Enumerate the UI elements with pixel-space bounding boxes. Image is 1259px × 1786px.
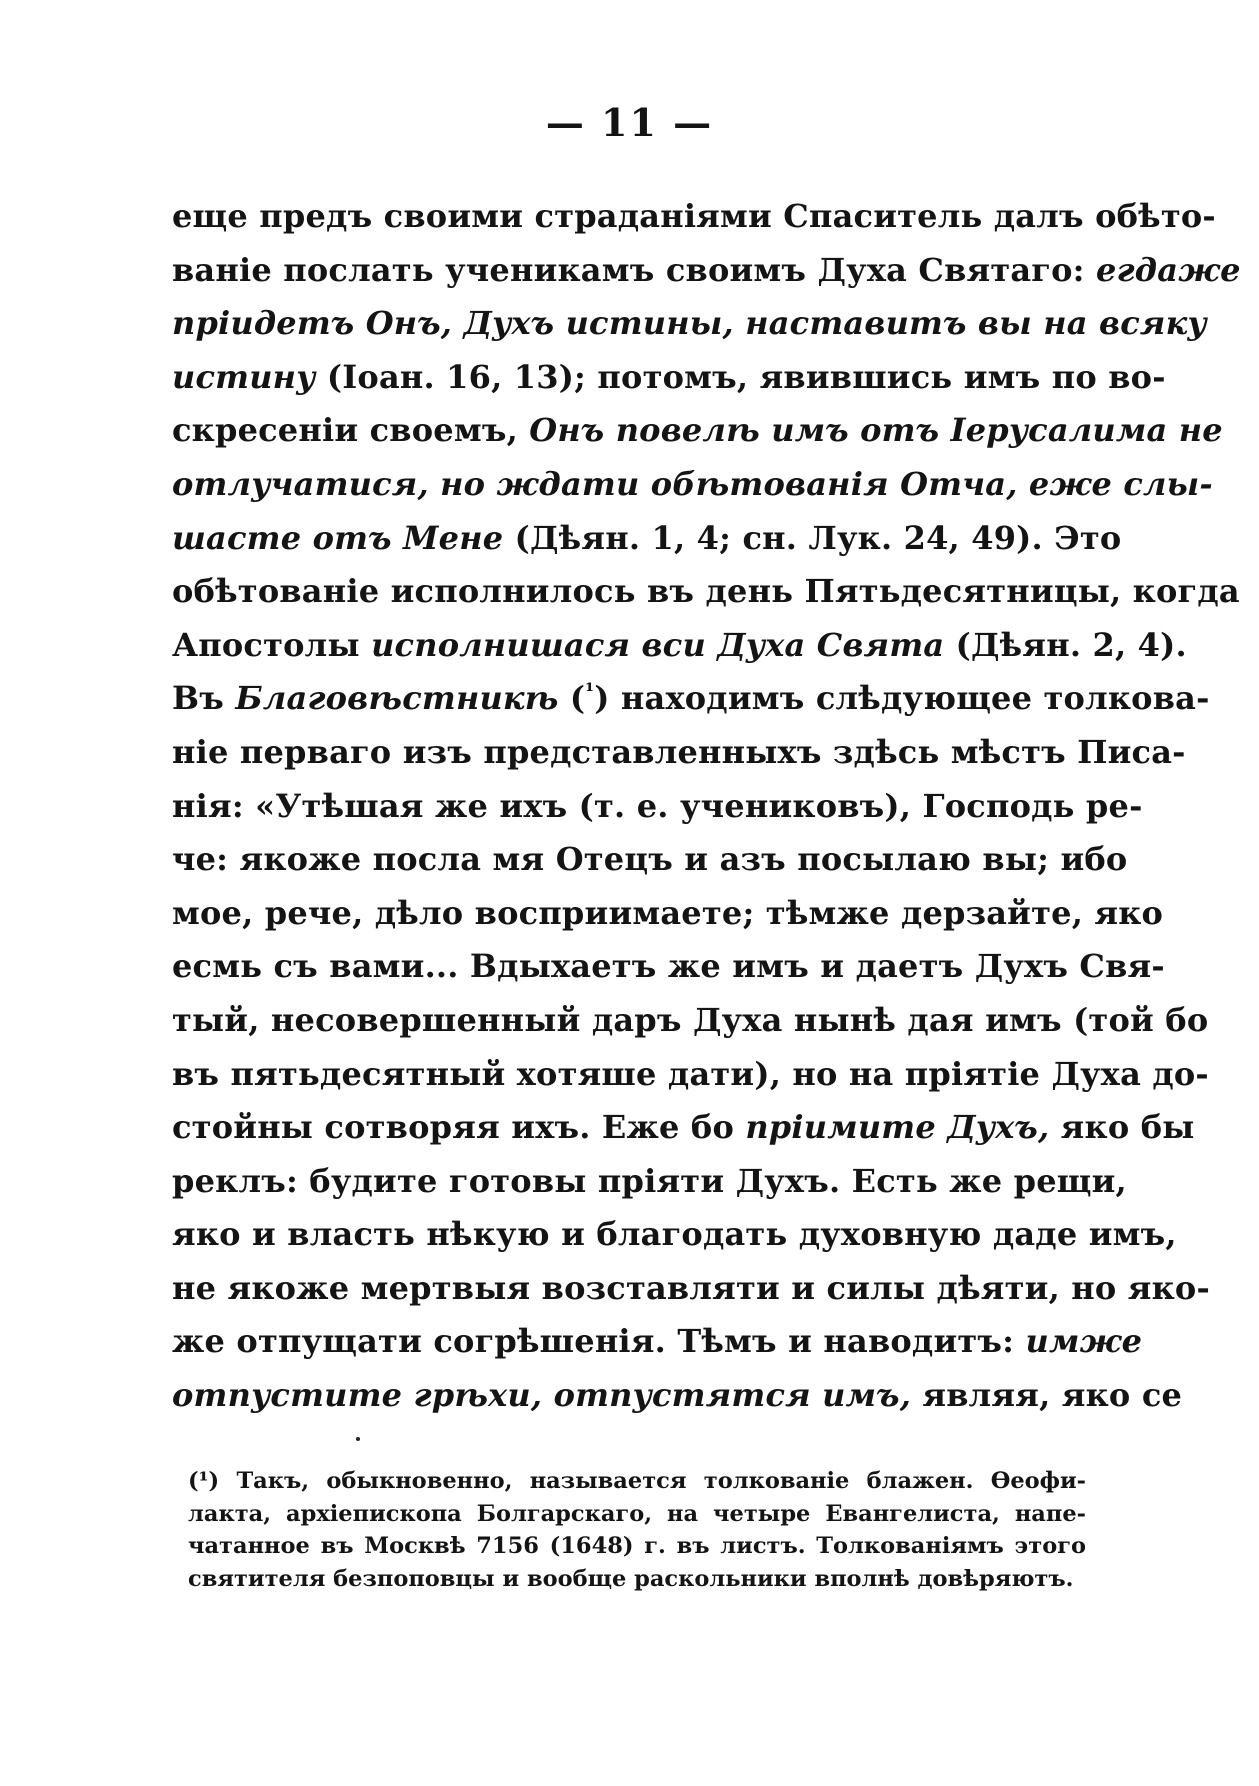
text-span: ) находимъ слѣдующее толкова- (594, 679, 1210, 718)
text-line (172, 1208, 1177, 1262)
italic-quote: но ждати обѣтованія Отча, еже слы- (440, 464, 1213, 503)
text-line (172, 1048, 1209, 1102)
footnote (188, 1465, 1086, 1595)
text-line (172, 458, 1213, 512)
text-span: скресеніи своемъ, (172, 411, 530, 450)
main-text (172, 190, 1241, 1423)
text-span: являя, яко се (911, 1376, 1183, 1415)
text-span: яко бы (1049, 1108, 1195, 1147)
footnote-line: чатанное въ Москвѣ 7156 (1648) г. въ листъ. Толкованіямъ этого (188, 1533, 1086, 1559)
text-span: реклъ: будите готовы пріяти Духъ. Есть же рещи, (172, 1161, 1127, 1200)
italic-quote: Онъ повелѣ имъ отъ Іерусалима не (529, 411, 1223, 450)
text-span: обѣтованіе исполнилось въ день Пятьдесятницы, когда (172, 572, 1240, 611)
text-span (429, 465, 440, 503)
text-line (172, 1262, 1210, 1316)
text-line (172, 404, 1223, 458)
italic-quote: пріимите Духъ, (745, 1108, 1050, 1147)
text-line (172, 1101, 1195, 1155)
text-line (172, 512, 1122, 566)
text-span: че: якоже посла мя Отецъ и азъ посылаю вы; ибо (172, 840, 1128, 879)
text-span: стойны сотворяя ихъ. Еже бо (172, 1108, 746, 1147)
text-span: есмь съ вами... Вдыхаетъ же имъ и даетъ Духъ Свя- (172, 947, 1165, 986)
text-line (172, 1155, 1127, 1209)
page-number: — 11 — (545, 100, 714, 145)
stray-dot (356, 1437, 360, 1441)
text-line (172, 780, 1143, 834)
text-span: Апостолы (172, 625, 372, 664)
text-span: ваніе послать ученикамъ своимъ Духа Святаго: (172, 250, 1097, 289)
text-span: въ пятьдесятный хотяше дати), но на пріятіе Духа до- (172, 1054, 1209, 1093)
footnote-line: святителя безпоповцы и вообще раскольники вполнѣ довѣряютъ. (188, 1565, 1074, 1592)
text-span: (Дѣян. 1, 4; сн. Лук. 24, 49). Это (503, 518, 1122, 557)
italic-quote: отлучатися, (172, 464, 429, 503)
text-line (172, 297, 1207, 351)
text-line (172, 994, 1209, 1048)
italic-quote: шасте отъ Мене (172, 518, 504, 557)
text-line (172, 1369, 1183, 1423)
italic-quote: егдаже (1096, 250, 1241, 289)
text-line (172, 351, 1166, 405)
text-span: Въ (172, 679, 236, 718)
text-span: ніе перваго изъ представленныхъ здѣсь мѣстъ Писа- (172, 732, 1186, 771)
text-span: еще предъ своими страданіями Спаситель далъ обѣто- (172, 197, 1216, 235)
text-line (172, 1315, 1143, 1369)
text-line (172, 619, 1187, 673)
italic-quote: Благовѣстникѣ (235, 679, 559, 718)
italic-quote: отпустите грѣхи, отпустятся имъ, (172, 1376, 912, 1415)
italic-quote: исполнишася вси Духа Свята (371, 625, 945, 664)
italic-quote: имже (1025, 1322, 1143, 1361)
footnote-ref: ¹ (585, 678, 595, 703)
text-span: же отпущати согрѣшенія. Тѣмъ и наводитъ: (172, 1322, 1026, 1361)
text-line (172, 887, 1164, 941)
text-span: мое, рече, дѣло восприимаете; тѣмже дерзайте, яко (172, 893, 1164, 932)
text-span: тый, несовершенный даръ Духа нынѣ дая имъ (той бо (172, 1000, 1209, 1039)
text-line (172, 565, 1240, 619)
text-span: не якоже мертвыя возставляти и силы дѣяти, но яко- (172, 1268, 1210, 1307)
italic-quote: истину (172, 357, 316, 396)
text-line (172, 244, 1241, 298)
text-line (172, 940, 1165, 994)
footnote-line: лакта, архіепископа Болгарскаго, на четыре Евангелиста, напе- (188, 1500, 1086, 1527)
text-line (172, 833, 1128, 887)
text-line (172, 190, 1216, 244)
text-span: нія: «Утѣшая же ихъ (т. е. учениковъ), Господь ре- (172, 786, 1143, 825)
text-span: (Іоан. 16, 13); потомъ, явившись имъ по во- (315, 357, 1166, 396)
text-line (172, 726, 1186, 780)
text-line (172, 672, 1210, 726)
text-span: (Дѣян. 2, 4). (944, 625, 1187, 664)
footnote-line: (¹) Такъ, обыкновенно, называется толкованіе блажен. Ѳеофи- (188, 1468, 1086, 1494)
text-span: яко и власть нѣкую и благодать духовную даде имъ, (172, 1215, 1177, 1254)
text-span: ( (558, 679, 586, 718)
italic-quote: пріидетъ Онъ, Духъ истины, наставитъ вы на всяку (172, 304, 1207, 343)
